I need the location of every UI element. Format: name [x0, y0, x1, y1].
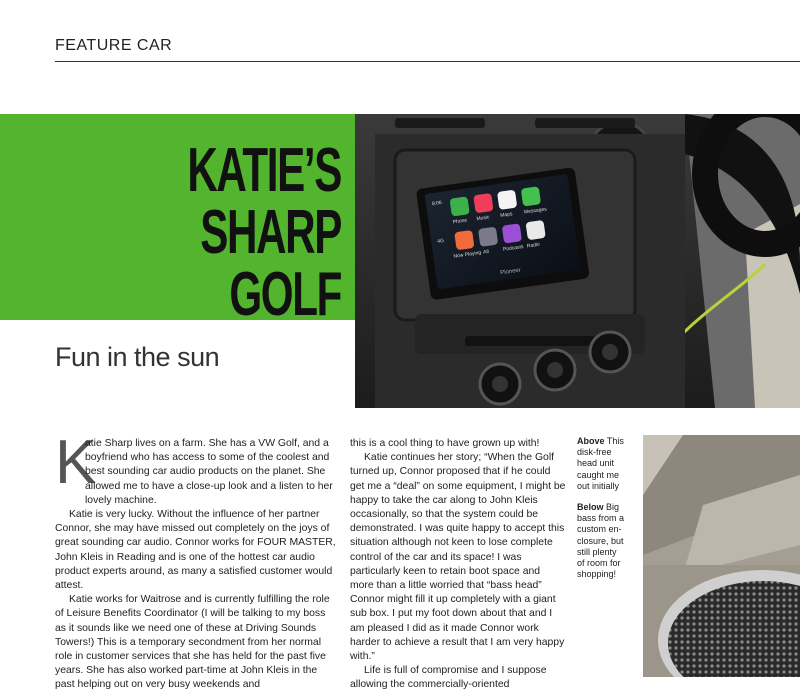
caption-line: disk-free: [577, 447, 612, 458]
boot-photo: [643, 435, 800, 677]
caption-line: out initially: [577, 480, 620, 491]
drop-cap: K: [55, 428, 97, 497]
app-label-phone: Phone: [452, 217, 468, 226]
caption-line: closure, but: [577, 535, 624, 546]
caption-below-label: Below: [577, 502, 604, 512]
screen-time: 8:06: [431, 199, 443, 208]
caption-above: [577, 436, 637, 492]
paragraph: this is a cool thing to have grown up with!: [350, 438, 540, 449]
subtitle: Fun in the sun: [55, 342, 220, 372]
paragraph: Katie is very lucky. Without the influence of her partner Connor, she may have missed out completely on the joys of great sounding car audio. Connor works for FOUR MASTER, John Kleis in Reading and is one of the hottest car audio product experts around, as many a satisfied customer would attest.: [55, 509, 336, 592]
hero-photo: [355, 114, 800, 408]
app-label-all: All: [482, 248, 490, 256]
paragraph: Katie continues her story; “When the Golf turned up, Connor proposed that if he could get me a “deal” on some equipment, I might be happy to take the car along to John Kleis occasionally, so that the system could be demonstrated. I was quite happy to accept this situation although not keen to lose complete control of the car and its space! I was particularly keen to retain boot space and more than a little worried that “bass head” Connor might fill it up completely with a giant sub box. I put my foot down about that and I am pleased I did as it made Connor work harder to achieve a result that I am very happy with.”: [350, 452, 566, 663]
paragraph: Life is full of compromise and I suppose allowing the commercially-oriented: [350, 665, 547, 691]
app-label-radio: Radio: [526, 241, 541, 250]
headline-line-2: SHARP GOLF: [200, 198, 341, 329]
app-label-now-playing: Now Playing: [453, 249, 482, 260]
section-rule: [55, 61, 800, 62]
title-panel: [0, 114, 355, 329]
section-label: FEATURE CAR: [55, 37, 173, 54]
headline: [109, 136, 341, 329]
app-label-music: Music: [476, 214, 490, 223]
caption-line: custom en-: [577, 524, 622, 535]
article-column-1: [55, 428, 338, 693]
app-label-podcasts: Podcasts: [502, 243, 524, 253]
caption-below: [577, 502, 637, 580]
paragraph: Katie works for Waitrose and is currently fulfilling the role of Leisure Benefits Coordinator (I will be talking to my boss as it sounds like we need one of these at Driving Sounds Towers!) This is a temporary secondment from her normal role in customer services that she has held for the past five years. She has also worked part-time at John Kleis in the past helping out on very busy weekends and: [55, 594, 330, 691]
caption-line: of room for: [577, 558, 621, 569]
caption-above-label: Above: [577, 436, 605, 446]
caption-line: shopping!: [577, 569, 617, 580]
caption-line: caught me: [577, 469, 620, 480]
dashboard-illustration: [355, 114, 800, 408]
subwoofer-illustration: [643, 435, 800, 677]
caption-line: head unit: [577, 458, 615, 469]
article-column-2: [350, 437, 566, 693]
headline-line-1: KATIE’S: [187, 136, 341, 205]
screen-brand: Pioneer: [499, 267, 522, 277]
caption-line: Big: [606, 502, 620, 512]
caption-line: still plenty: [577, 546, 617, 557]
app-label-messages: Messages: [523, 206, 548, 216]
screen-signal: 4G: [436, 237, 445, 245]
app-label-maps: Maps: [499, 211, 513, 219]
caption-line: This: [606, 436, 624, 446]
paragraph: atie Sharp lives on a farm. She has a VW Golf, and a boyfriend who has access to some of the coolest and best sounding car audio products on the planet. She allowed me to have a close-up look and a listen to her lovely machine.: [85, 438, 333, 506]
caption-line: bass from a: [577, 513, 625, 524]
